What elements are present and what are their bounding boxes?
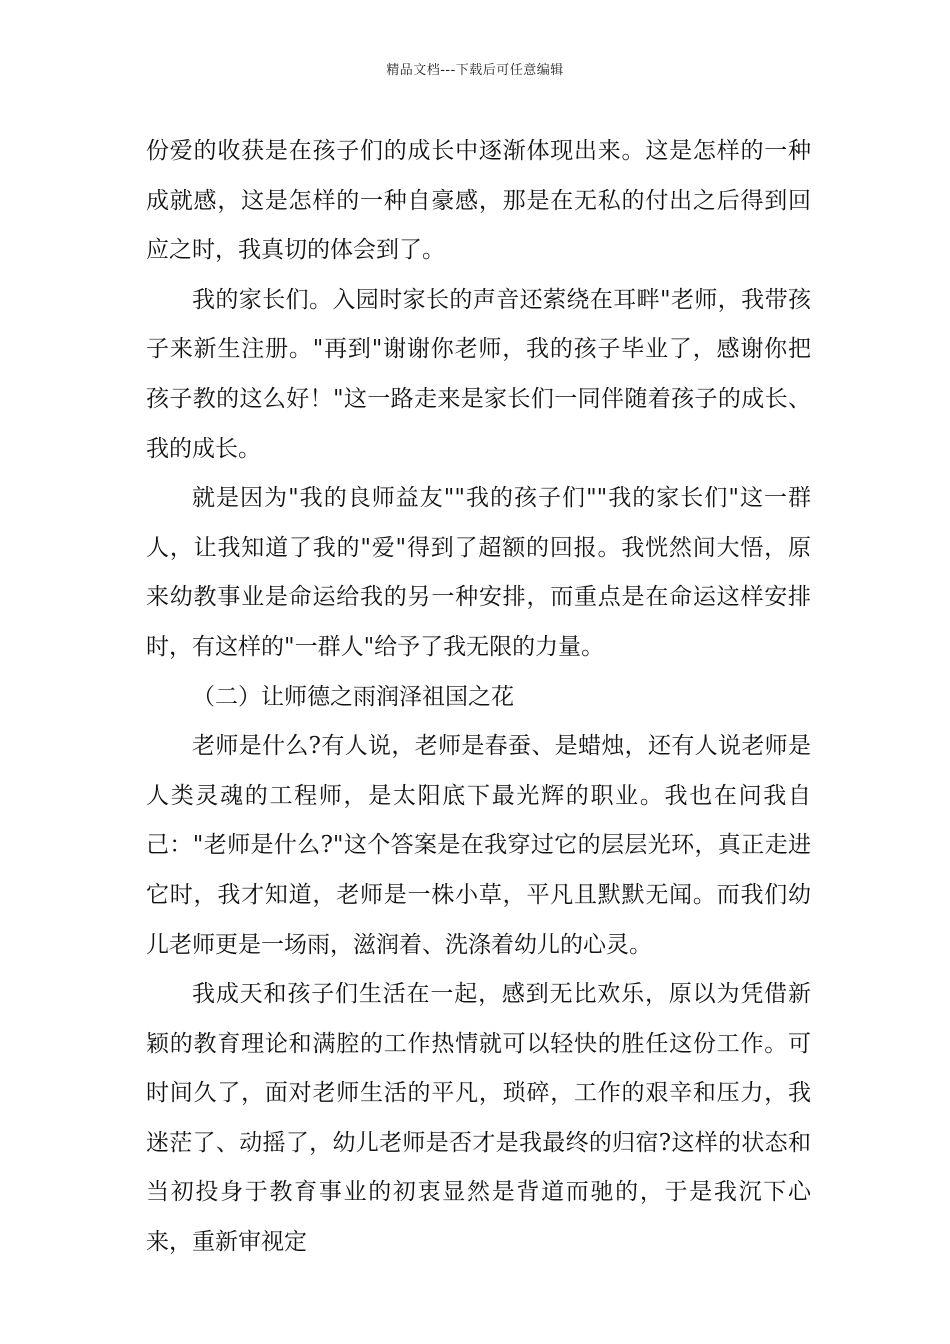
document-body <box>146 127 811 1268</box>
page-header: 精品文档---下载后可任意编辑 <box>386 63 564 78</box>
paragraph-1: 份爱的收获是在孩子们的成长中逐渐体现出来。这是怎样的一种成就感，这是怎样的一种自豪感，那是在无私的付出之后得到回应之时，我真切的体会到了。 <box>146 138 811 264</box>
paragraph-4: 老师是什么?有人说，老师是春蚕、是蜡烛，还有人说老师是人类灵魂的工程师，是太阳底下最光辉的职业。我也在问我自己："老师是什么?"这个答案是在我穿过它的层层光环，真正走进它时，我才知道，老师是一株小草，平凡且默默无闻。而我们幼儿老师更是一场雨，滋润着、洗涤着幼儿的心灵。 <box>146 733 811 958</box>
paragraph-5: 我成天和孩子们生活在一起，感到无比欢乐，原以为凭借新颖的教育理论和满腔的工作热情就可以轻快的胜任这份工作。可时间久了，面对老师生活的平凡，琐碎，工作的艰辛和压力，我迷茫了、动摇了，幼儿老师是否才是我最终的归宿?这样的状态和当初投身于教育事业的初衷显然是背道而驰的，于是我沉下心来，重新审视定 <box>146 981 811 1256</box>
paragraph-3: 就是因为"我的良师益友""我的孩子们""我的家长们"这一群人，让我知道了我的"爱"得到了超额的回报。我恍然间大悟，原来幼教事业是命运给我的另一种安排，而重点是在命运这样安排时，有这样的"一群人"给予了我无限的力量。 <box>146 485 811 660</box>
paragraph-2: 我的家长们。入园时家长的声音还萦绕在耳畔"老师，我带孩子来新生注册。"再到"谢谢你老师，我的孩子毕业了，感谢你把孩子教的这么好！"这一路走来是家长们一同伴随着孩子的成长、我的成长。 <box>146 286 811 462</box>
section-heading: （二）让师德之雨润泽祖国之花 <box>192 683 514 710</box>
